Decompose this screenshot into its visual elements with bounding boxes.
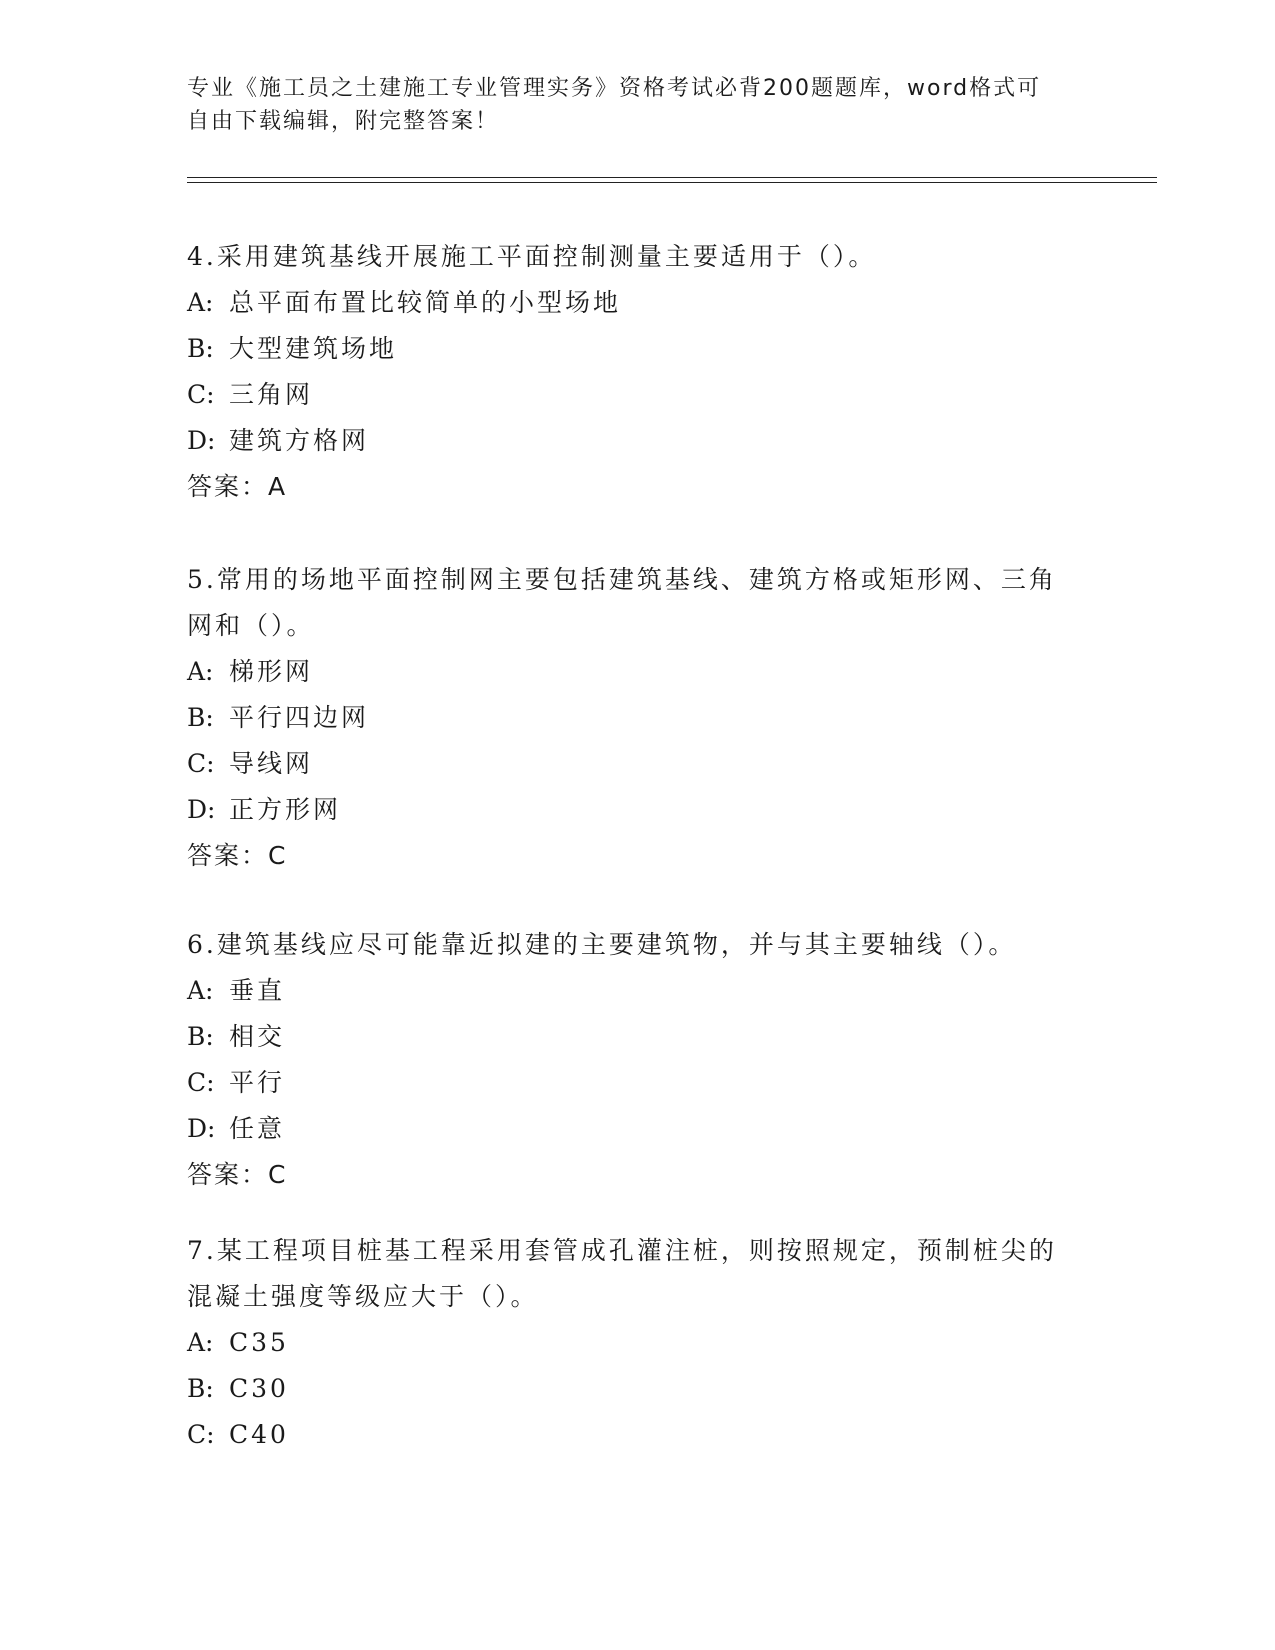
header-line-2: 自由下载编辑，附完整答案！ xyxy=(187,109,500,134)
option-key: C: xyxy=(187,1420,215,1449)
option-text: C30 xyxy=(229,1374,289,1403)
header-divider-top xyxy=(187,177,1157,178)
option-b xyxy=(187,695,1067,741)
header-line-1: 专业《施工员之土建施工专业管理实务》资格考试必背200题题库，word格式可 xyxy=(187,76,1042,101)
option-key: B: xyxy=(187,1022,214,1051)
question-4 xyxy=(187,234,1067,510)
option-text: C40 xyxy=(229,1420,289,1449)
question-stem: 7.某工程项目桩基工程采用套管成孔灌注桩，则按照规定，预制桩尖的混凝土强度等级应大于（）。 xyxy=(187,1236,1057,1311)
option-key: A: xyxy=(187,288,214,317)
option-key: B: xyxy=(187,334,214,363)
option-key: A: xyxy=(187,1328,214,1357)
option-key: D: xyxy=(187,1114,216,1143)
option-text: 平行 xyxy=(229,1068,286,1097)
option-key: D: xyxy=(187,426,216,455)
option-c xyxy=(187,1412,1067,1458)
option-text: 正方形网 xyxy=(229,795,342,824)
option-key: A: xyxy=(187,976,214,1005)
option-text: 任意 xyxy=(229,1114,286,1143)
option-text: 相交 xyxy=(229,1022,286,1051)
option-key: B: xyxy=(187,1374,214,1403)
option-text: 总平面布置比较简单的小型场地 xyxy=(229,288,622,317)
option-c xyxy=(187,1060,1067,1106)
option-d xyxy=(187,418,1067,464)
option-key: D: xyxy=(187,795,216,824)
question-stem: 5.常用的场地平面控制网主要包括建筑基线、建筑方格或矩形网、三角网和（）。 xyxy=(187,565,1057,640)
option-text: 平行四边网 xyxy=(229,703,370,732)
option-a xyxy=(187,649,1067,695)
option-d xyxy=(187,1106,1067,1152)
question-6 xyxy=(187,922,1067,1198)
option-b xyxy=(187,1366,1067,1412)
header-divider-bottom xyxy=(187,182,1157,183)
option-a xyxy=(187,280,1067,326)
question-7 xyxy=(187,1228,1067,1458)
document-header xyxy=(187,72,1067,138)
question-stem: 4.采用建筑基线开展施工平面控制测量主要适用于（）。 xyxy=(187,242,877,271)
option-text: C35 xyxy=(229,1328,289,1357)
answer-line: 答案：C xyxy=(187,841,288,870)
option-a xyxy=(187,1320,1067,1366)
option-text: 垂直 xyxy=(229,976,286,1005)
question-5 xyxy=(187,557,1067,879)
option-key: C: xyxy=(187,380,215,409)
option-b xyxy=(187,326,1067,372)
option-c xyxy=(187,741,1067,787)
option-c xyxy=(187,372,1067,418)
option-key: B: xyxy=(187,703,214,732)
answer-line: 答案：C xyxy=(187,1160,288,1189)
option-a xyxy=(187,968,1067,1014)
option-text: 建筑方格网 xyxy=(229,426,370,455)
option-text: 大型建筑场地 xyxy=(229,334,398,363)
option-text: 导线网 xyxy=(229,749,314,778)
option-key: C: xyxy=(187,749,215,778)
option-b xyxy=(187,1014,1067,1060)
answer-line: 答案：A xyxy=(187,472,288,501)
option-key: C: xyxy=(187,1068,215,1097)
option-text: 梯形网 xyxy=(229,657,314,686)
option-key: A: xyxy=(187,657,214,686)
question-stem: 6.建筑基线应尽可能靠近拟建的主要建筑物，并与其主要轴线（）。 xyxy=(187,930,1017,959)
option-d xyxy=(187,787,1067,833)
option-text: 三角网 xyxy=(229,380,314,409)
